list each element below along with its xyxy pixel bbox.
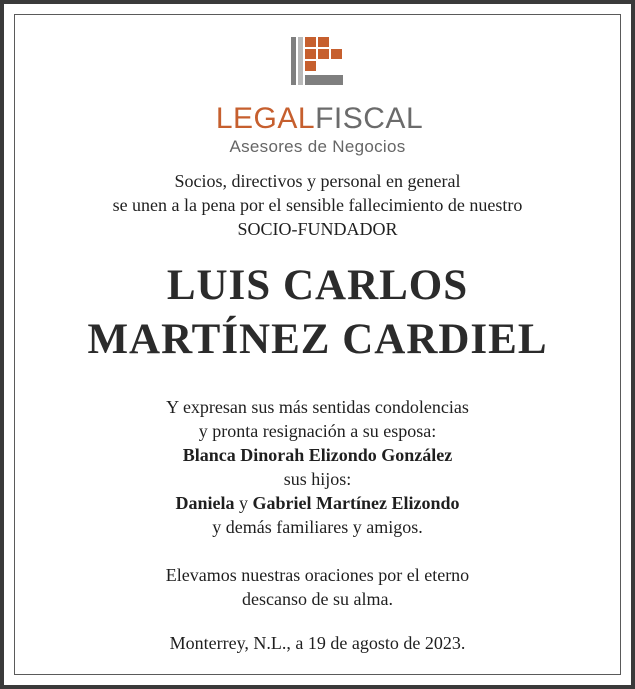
- prayer-line: Elevamos nuestras oraciones por el eterno: [165, 565, 470, 585]
- children-intro: sus hijos:: [283, 469, 352, 489]
- logo-square: [305, 37, 316, 47]
- logo-base-bar: [305, 75, 343, 85]
- intro-text: [0, 169, 635, 241]
- brand-name-fiscal: FISCAL: [315, 102, 424, 135]
- condolences-text: [0, 395, 635, 539]
- deceased-name: [0, 259, 635, 367]
- condolences-closing: y demás familiares y amigos.: [212, 517, 423, 537]
- prayer-text: [0, 563, 635, 611]
- deceased-first-names: LUIS CARLOS: [166, 262, 469, 309]
- dateline: Monterrey, N.L., a 19 de agosto de 2023.: [169, 633, 466, 653]
- brand-tagline: Asesores de Negocios: [229, 137, 406, 156]
- logo-bar-light: [298, 37, 303, 85]
- children-connector: y: [239, 493, 249, 513]
- logo-square: [305, 49, 316, 59]
- deceased-surnames: MARTÍNEZ CARDIEL: [87, 316, 548, 363]
- children-names: [0, 491, 635, 515]
- legalfiscal-logo-icon: [291, 37, 343, 85]
- logo-bar-gray: [291, 37, 296, 85]
- intro-line: se unen a la pena por el sensible fallecimiento de nuestro: [112, 195, 523, 215]
- condolences-line: y pronta resignación a su esposa:: [198, 421, 437, 441]
- brand-block: [0, 104, 635, 155]
- logo-square: [318, 49, 329, 59]
- logo-square: [305, 61, 316, 71]
- condolences-line: Y expresan sus más sentidas condolencias: [166, 397, 469, 417]
- intro-role: SOCIO-FUNDADOR: [237, 219, 398, 239]
- brand-name: [0, 104, 635, 134]
- child-name: Daniela: [175, 493, 235, 513]
- logo-square: [318, 37, 329, 47]
- child-name: Gabriel Martínez Elizondo: [252, 493, 460, 513]
- intro-line: Socios, directivos y personal en general: [174, 171, 461, 191]
- spouse-name: Blanca Dinorah Elizondo González: [182, 445, 453, 465]
- logo-square: [331, 49, 342, 59]
- prayer-line: descanso de su alma.: [242, 589, 393, 609]
- brand-name-legal: LEGAL: [215, 102, 316, 135]
